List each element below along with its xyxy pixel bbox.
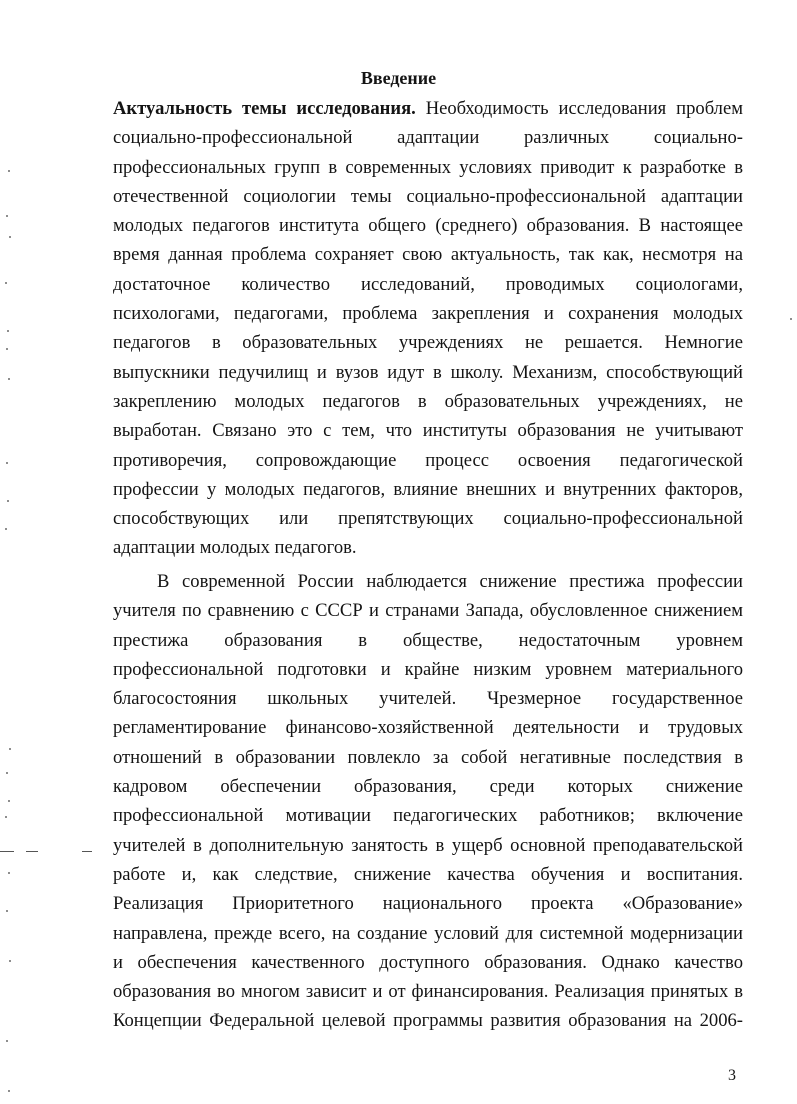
text-line: выпускники педучилищ и вузов идут в школу. Механизм, способствующий (113, 361, 743, 383)
text-line: отечественной социологии темы социально-профессиональной адаптации (113, 185, 743, 207)
text-line: Концепции Федеральной целевой программы развития образования на 2006- (113, 1010, 743, 1032)
text-line: время данная проблема сохраняет свою актуальность, так как, несмотря на (113, 244, 743, 266)
text-line: отношений в образовании повлекло за собой негативные последствия в (113, 746, 743, 768)
text-line: молодых педагогов института общего (среднего) образования. В настоящее (113, 215, 743, 237)
text-line: престижа образования в обществе, недостаточным уровнем (113, 629, 743, 651)
text-line: учителей в дополнительную занятость в ущерб основной преподавательской (113, 834, 743, 856)
paragraph-prestige (113, 567, 743, 1036)
text-line (113, 94, 743, 123)
text-line: выработан. Связано это с тем, что институты образования не учитывают (113, 420, 743, 442)
text-line: направлена, прежде всего, на создание условий для системной модернизации (113, 922, 743, 944)
text-line: профессии у молодых педагогов, влияние внешних и внутренних факторов, (113, 478, 743, 500)
text-line: психологами, педагогами, проблема закрепления и сохранения молодых (113, 303, 743, 325)
text-line: профессиональной подготовки и крайне низким уровнем материального (113, 658, 743, 680)
text-line: адаптации молодых педагогов. (113, 537, 357, 559)
text-line: благосостояния школьных учителей. Чрезмерное государственное (113, 688, 743, 710)
text-line-rest: Необходимость исследования проблем (415, 98, 743, 119)
text-line: профессиональных групп в современных условиях приводит к разработке в (113, 156, 743, 178)
text-line: и обеспечения качественного доступного образования. Однако качество (113, 951, 743, 973)
text-line: учителя по сравнению с СССР и странами Запада, обусловленное снижением (113, 600, 743, 622)
text-line: закреплению молодых педагогов в образовательных учреждениях, не (113, 390, 743, 412)
text-line: работе и, как следствие, снижение качества обучения и воспитания. (113, 863, 743, 885)
text-line: социально-профессиональной адаптации различных социально- (113, 127, 743, 149)
page-title: Введение (360, 68, 437, 88)
text-line: Реализация Приоритетного национального проекта «Образование» (113, 893, 743, 915)
text-line: В современной России наблюдается снижение престижа профессии (157, 571, 743, 592)
text-line: образования во многом зависит и от финансирования. Реализация принятых в (113, 981, 743, 1003)
text-line: кадровом обеспечении образования, среди которых снижение (113, 776, 743, 798)
paragraph-relevance (113, 94, 743, 563)
page-number: 3 (728, 1067, 736, 1084)
text-line: способствующих или препятствующих социально-профессиональной (113, 508, 743, 530)
text-line: регламентирование финансово-хозяйственной деятельности и трудовых (113, 717, 743, 739)
lead-phrase: Актуальность темы исследования. (113, 98, 416, 119)
text-line: достаточное количество исследований, проводимых социологами, (113, 273, 743, 295)
text-line: противоречия, сопровождающие процесс освоения педагогической (113, 449, 743, 471)
text-line: профессиональной мотивации педагогических работников; включение (113, 805, 743, 827)
text-line: педагогов в образовательных учреждениях не решается. Немногие (113, 332, 743, 354)
